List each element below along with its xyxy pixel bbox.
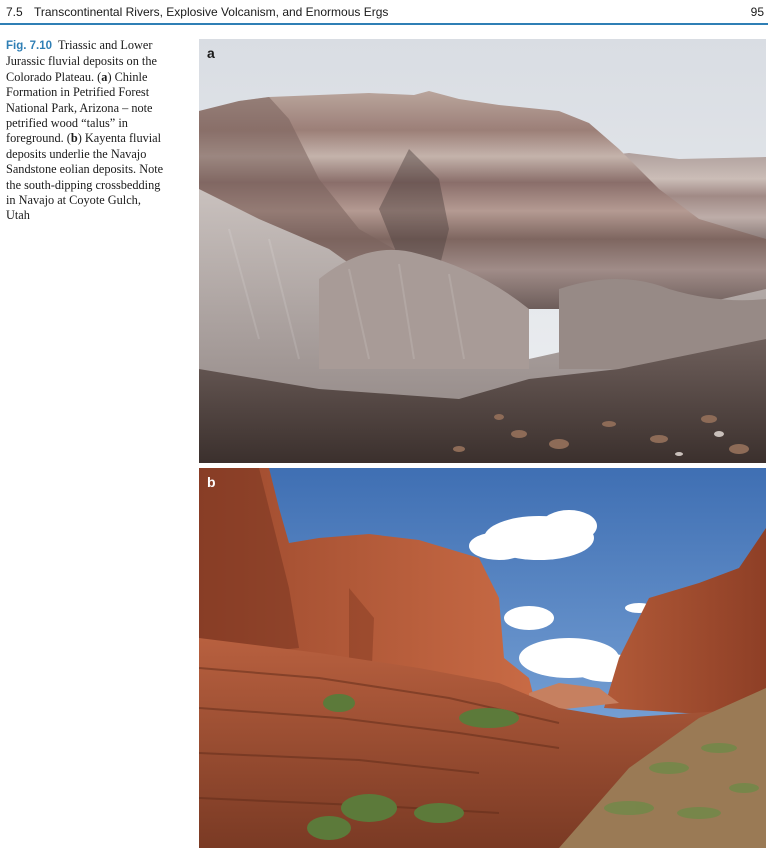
- caption-ref-a: a: [101, 69, 108, 84]
- photo-a-chinle-badlands: [199, 39, 766, 463]
- section-number: 7.5: [6, 5, 23, 19]
- caption-text-1: Triassic and Lower Jurassic fluvial deposits on the Colorado Plateau. (: [6, 38, 157, 84]
- figure-label: Fig. 7.10: [6, 40, 53, 52]
- section-title: Transcontinental Rivers, Explosive Volcanism, and Enormous Ergs: [34, 5, 389, 19]
- page-number: 95: [750, 5, 764, 19]
- photo-label-a: a: [207, 45, 215, 61]
- photo-label-b: b: [207, 474, 216, 490]
- caption-text-3: ) Kayenta fluvial deposits underlie the Navajo Sandstone eolian deposits. Note the south-dipping crossbedding in Navajo at Coyote Gulch, Utah: [6, 131, 164, 223]
- figure-caption: [6, 38, 166, 224]
- caption-text-2: ) Chinle Formation in Petrified Forest National Park, Arizona – note petrified wood “talus” in foreground. (: [6, 69, 153, 146]
- header-rule: [0, 23, 768, 25]
- photo-b-coyote-gulch: [199, 468, 766, 848]
- caption-ref-b: b: [70, 131, 78, 146]
- running-header: [6, 0, 766, 22]
